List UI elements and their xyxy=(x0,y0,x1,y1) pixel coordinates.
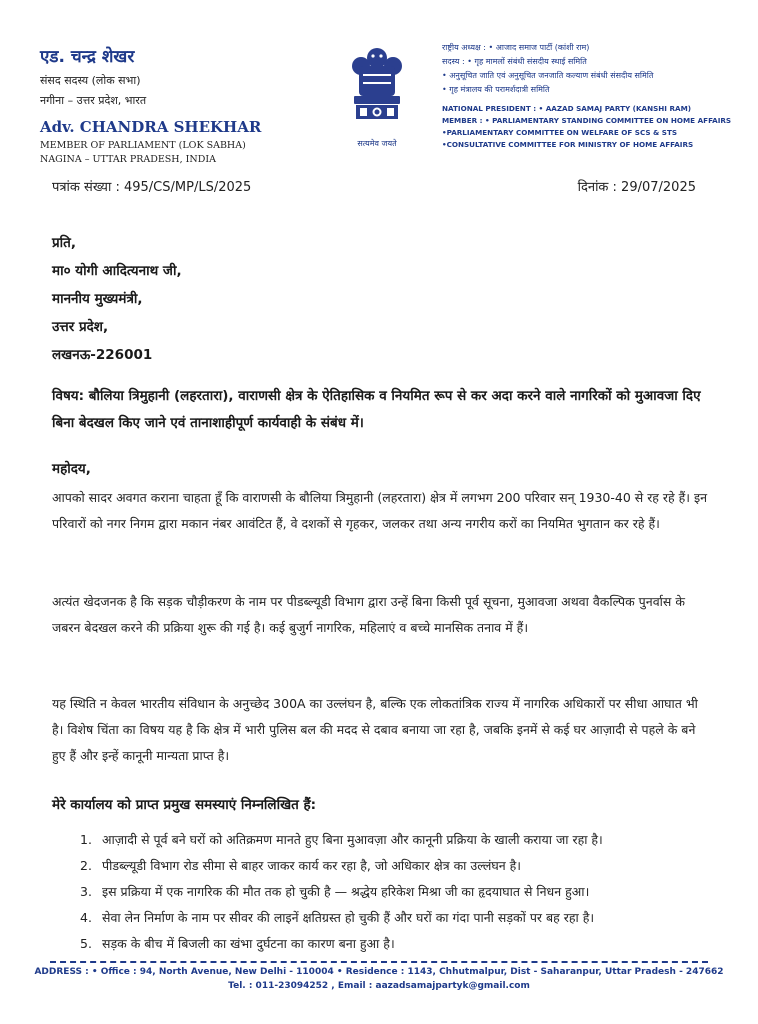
addressee-block xyxy=(52,229,182,369)
role-hindi-line: सदस्य : • गृह मामलों संबंधी संसदीय स्थाई समिति xyxy=(442,57,587,66)
ashoka-emblem-icon xyxy=(346,44,408,132)
list-item: 1. आज़ादी से पूर्व बने घरों को अतिक्रमण मानते हुए बिना मुआवज़ा और कानूनी प्रक्रिया के खाली कराया जा रहा है। xyxy=(80,832,603,847)
letterhead-right xyxy=(442,42,742,152)
list-item: 2. पीडब्ल्यूडी विभाग रोड सीमा से बाहर जाकर कार्य कर रहा है, जो अधिकार क्षेत्र का उल्लंघन है। xyxy=(80,858,522,873)
addressee-line: मा० योगी आदित्यनाथ जी, xyxy=(52,263,182,279)
sender-name-english: Adv. CHANDRA SHEKHAR xyxy=(40,118,262,136)
addressee-line: प्रति, xyxy=(52,235,77,251)
sender-name-hindi: एड. चन्द्र शेखर xyxy=(40,47,135,67)
body-paragraph: आपको सादर अवगत कराना चाहता हूँ कि वाराणसी के बौलिया त्रिमुहानी (लहरतारा) क्षेत्र में लगभग 200 परिवार सन् 1930-40 से रह रहे हैं। इन परिवारों को नगर निगम द्वारा मकान नंबर आवंटित हैं, वे दशकों से गृहकर, जलकर तथा अन्य नगरीय करों का नियमित भुगतान कर रहे हैं। xyxy=(52,490,708,531)
footer-divider xyxy=(50,961,708,963)
footer-contact: Tel. : 011-23094252 , Email : aazadsamajpartyk@gmail.com xyxy=(228,981,530,991)
role-english-line: NATIONAL PRESIDENT : • AAZAD SAMAJ PARTY (KANSHI RAM) xyxy=(442,104,692,113)
issues-heading: मेरे कार्यालय को प्राप्त प्रमुख समस्याएं निम्नलिखित हैं: xyxy=(52,797,317,813)
role-hindi-line: राष्ट्रीय अध्यक्ष : • आजाद समाज पार्टी (कांशी राम) xyxy=(442,43,590,52)
letter-date: दिनांक : 29/07/2025 xyxy=(577,180,696,195)
sender-title-hindi: संसद सदस्य (लोक सभा) xyxy=(40,74,141,87)
role-hindi-line: • गृह मंत्रालय की परामर्शदात्री समिति xyxy=(442,85,550,94)
addressee-line: लखनऊ-226001 xyxy=(52,347,153,363)
role-hindi-line: • अनुसूचित जाति एवं अनुसूचित जनजाति कल्याण संबंधी संसदीय समिति xyxy=(442,71,654,80)
footer-address: ADDRESS : • Office : 94, North Avenue, New Delhi - 110004 • Residence : 1143, Chhutmalpur, Dist - Saharanpur, Uttar Pradesh - 247662 xyxy=(34,967,724,977)
footer xyxy=(0,967,758,991)
addressee-line: माननीय मुख्यमंत्री, xyxy=(52,291,143,307)
issues-list xyxy=(80,827,720,957)
body-paragraph: यह स्थिति न केवल भारतीय संविधान के अनुच्छेद 300A का उल्लंघन है, बल्कि एक लोकतांत्रिक राज्य में नागरिक अधिकारों पर सीधा आघात भी है। विशेष चिंता का विषय यह है कि क्षेत्र में भारी पुलिस बल की मदद से दबाव बनाया जा रहा है, जबकि इनमें से कई घर आज़ादी से पहले के बने हुए हैं और इन्हें कानूनी मान्यता प्राप्त है। xyxy=(52,696,698,763)
reference-number: पत्रांक संख्या : 495/CS/MP/LS/2025 xyxy=(52,180,252,195)
addressee-line: उत्तर प्रदेश, xyxy=(52,319,109,335)
sender-title-english: MEMBER OF PARLIAMENT (LOK SABHA) xyxy=(40,140,246,151)
list-item: 4. सेवा लेन निर्माण के नाम पर सीवर की लाइनें क्षतिग्रस्त हो चुकी हैं और घरों का गंदा पानी सड़कों पर बह रहा है। xyxy=(80,910,595,925)
sender-location-hindi: नगीना – उत्तर प्रदेश, भारत xyxy=(40,94,147,107)
letterhead-left xyxy=(40,44,261,168)
role-english-line: MEMBER : • PARLIAMENTARY STANDING COMMITTEE ON HOME AFFAIRS xyxy=(442,116,732,125)
list-item: 5. सड़क के बीच में बिजली का खंभा दुर्घटना का कारण बना हुआ है। xyxy=(80,936,395,951)
emblem-motto: सत्यमेव जयते xyxy=(357,139,397,148)
national-emblem xyxy=(342,44,412,149)
reference-row xyxy=(52,177,696,195)
role-english-line: •PARLIAMENTARY COMMITTEE ON WELFARE OF SCS & STS xyxy=(442,128,678,137)
subject-line: विषय: बौलिया त्रिमुहानी (लहरतारा), वाराणसी क्षेत्र के ऐतिहासिक व नियमित रूप से कर अदा करने वाले नागरिकों को मुआवजा दिए बिना बेदखल किए जाने एवं तानाशाहीपूर्ण कार्यवाही के संबंध में। xyxy=(52,388,701,431)
list-item: 3. इस प्रक्रिया में एक नागरिक की मौत तक हो चुकी है — श्रद्धेय हरिकेश मिश्रा जी का हृदयाघात से निधन हुआ। xyxy=(80,884,590,899)
salutation: महोदय, xyxy=(52,461,91,477)
body-paragraph: अत्यंत खेदजनक है कि सड़क चौड़ीकरण के नाम पर पीडब्ल्यूडी विभाग द्वारा उन्हें बिना किसी पूर्व सूचना, मुआवजा अथवा वैकल्पिक पुनर्वास के जबरन बेदखल करने की प्रक्रिया शुरू की गई है। कई बुजुर्ग नागरिक, महिलाएं व बच्चे मानसिक तनाव में हैं। xyxy=(52,594,685,635)
role-english-line: •CONSULTATIVE COMMITTEE FOR MINISTRY OF HOME AFFAIRS xyxy=(442,140,694,149)
sender-location-english: NAGINA – UTTAR PRADESH, INDIA xyxy=(40,154,216,165)
